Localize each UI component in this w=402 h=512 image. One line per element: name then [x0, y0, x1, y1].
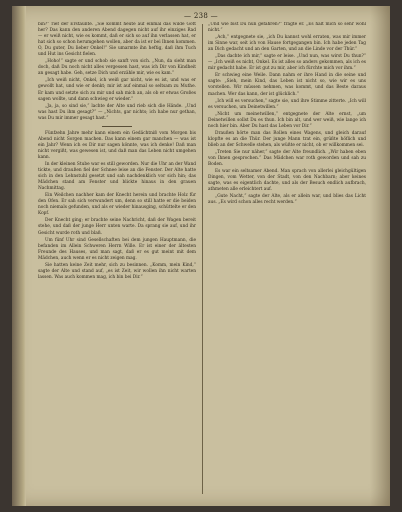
paragraph: Draußen hörte man das Rollen eines Wagens, und gleich darauf klopfte es an die Thür. Der junge Mann trat ein, grüßte höflich und blieb an der Schwelle stehen, als wüßte er nicht, ob er willkommen sei. — [208, 130, 366, 148]
paragraph: Um fünf Uhr sind Gesellschaften bei dem jungen Hauptmann, die befanden im Allein Schweren Herrn Wille. Er ist einer der ältesten Freunde des Hauses, und man sagt, daß er es gut meint mit dem Mädchen, auch wenn er es nicht zeigen mag. — [38, 237, 196, 261]
paragraph: „Nicht um meinetwillen,“ entgegnete der Alte ernst, „um Deinetwillen sollst Du es thun. Ich bin alt, und wer weiß, wie lange ich noch hier bin. Aber Du hast das Leben vor Dir.“ — [208, 111, 366, 129]
paragraph: „Ich weiß nicht, Onkel, ich weiß gar nicht, wie es ist, und was er gewollt hat, und wie er denkt; mir ist auf einmal so seltsam zu Muthe. Er kam und setzte sich zu mir und sah mich an, als ob er etwas Großes sagen wollte, und dann schwieg er wieder.“ — [38, 78, 196, 102]
paragraph: bin?“ rief der Erstaunte. „Sie kommt heute auf einmal das wilde Gott her? Das kann den anderen Abend dagegen nicht auf ihr einziges Rad — er weiß nicht, wie es kommt, daß er sich so auf ihn verlassen hat, er hat sich so schon herumgehen wollen, aber da ist er bei Ihnen kommen. O, Du guter, Du lieber Onkel!“ Sie umarmte ihn heftig, daß ihm Tuch und Hut ins Gesicht fielen. — [38, 22, 196, 58]
right-text-column — [208, 22, 366, 498]
paragraph: „Und wie bist Du nun gefahren?“ fragte er. „Es hält mich so sehr wohl nicht.“ — [208, 22, 366, 34]
paragraph: „Ja, ja, so sind sie,“ lachte der Alte und rieb sich die Hände. „Und was hast Du ihm gesagt?“ — „Nichts, gar nichts; ich habe nur gethan, was Du mir immer gesagt hast.“ — [38, 103, 196, 121]
paragraph: „Gute Nacht,“ sagte der Alte, als er allein war, und blies das Licht aus. „Es wird schon alles recht werden.“ — [208, 194, 366, 206]
paragraph: In der kleinen Stube war es still geworden. Nur die Uhr an der Wand tickte, und draußen fiel der Schnee leise an die Fenster. Der Alte hatte sich in den Lehnstuhl gesetzt und sah nachdenklich vor sich hin; das Mädchen stand am Fenster und blickte hinaus in den grauen Nachmittag. — [38, 161, 196, 192]
paragraph: „Das dachte ich mir,“ sagte er leise. „Und nun, was wirst Du thun?“ — „Ich weiß es nicht, Onkel. Es ist alles so anders gekommen, als ich es mir gedacht habe. Er ist gut zu mir, aber ich fürchte mich vor ihm.“ — [208, 54, 366, 72]
paragraph: „Ich will es versuchen,“ sagte sie, und ihre Stimme zitterte. „Ich will es versuchen, um Deinetwillen.“ — [208, 98, 366, 110]
paragraph: Es war ein seltsamer Abend. Man sprach von allerlei gleichgültigen Dingen, vom Wetter, von der Stadt, von den Nachbarn; aber keines sagte, was es eigentlich dachte, und als der Besuch endlich aufbrach, athmeten alle erleichtert auf. — [208, 169, 366, 193]
section-divider — [102, 126, 132, 127]
column-rule — [202, 24, 203, 494]
left-text-column — [38, 22, 196, 498]
paragraph: Er schwieg eine Weile. Dann nahm er ihre Hand in die seine und sagte: „Sieh, mein Kind, das Leben ist nicht so, wie wir es uns vorstellen. Wir müssen nehmen, was kommt, und das Beste daraus machen. Wer das kann, der ist glücklich.“ — [208, 73, 366, 97]
paragraph: Sie hatten keine Zeit mehr, sich zu besinnen. „Komm, mein Kind,“ sagte der Alte und stand auf, „es ist Zeit, wir wollen ihn nicht warten lassen. Was auch kommen mag, ich bin bei Dir.“ — [38, 262, 196, 280]
book-page — [12, 6, 390, 506]
page-binding-shadow — [12, 6, 26, 506]
paragraph: „Hoho!“ sagte er und schob sie sanft von sich. „Nun, da sieht man doch, daß Du noch nicht alles vergessen hast, was ich Dir von Kindheit an gesagt habe. Geh, setze Dich und erzähle mir, wie es kam.“ — [38, 59, 196, 77]
page-edge-shadow — [370, 6, 390, 506]
page-number: — 238 — — [184, 12, 218, 20]
paragraph: „Treten Sie nur näher,“ sagte der Alte freundlich. „Wir haben eben von Ihnen gesprochen.“ Das Mädchen war roth geworden und sah zu Boden. — [208, 149, 366, 168]
paragraph: Der Knecht ging; er brachte seine Nachricht, daß der Wagen bereit stehe, und daß der junge Herr unten warte. Da sprang sie auf, und ihr Gesicht wurde roth und blaß. — [38, 218, 196, 236]
paragraph: „Ach,“ entgegnete sie, „ich Du kannst wohl erraten, was mir immer im Sinne war, seit ich von Hause fortgegangen bin. Ich habe jeden Tag an Dich gedacht und an den Garten, und an die Linde vor der Thür.“ — [208, 35, 366, 53]
paragraph: Fünfzehn Jahre mehr kann einem ein Gedächtniß vom Morgen bis Abend nicht Sorgen machen. Das kann einem gar manchen — was ist ein Jahr? Wenn ich es Dir nur sagen könnte, was ich denke! Daß man nicht vergißt, was gewesen ist, und daß man das Leben nicht umgehen kann. — [38, 130, 196, 160]
paragraph: Ein Weilchen nachher kam der Knecht herein und brachte Holz für den Ofen. Er sah sich verwundert um, denn so still hatte er die beiden noch niemals gefunden, und als er wieder hinausging, schüttelte er den Kopf. — [38, 193, 196, 217]
